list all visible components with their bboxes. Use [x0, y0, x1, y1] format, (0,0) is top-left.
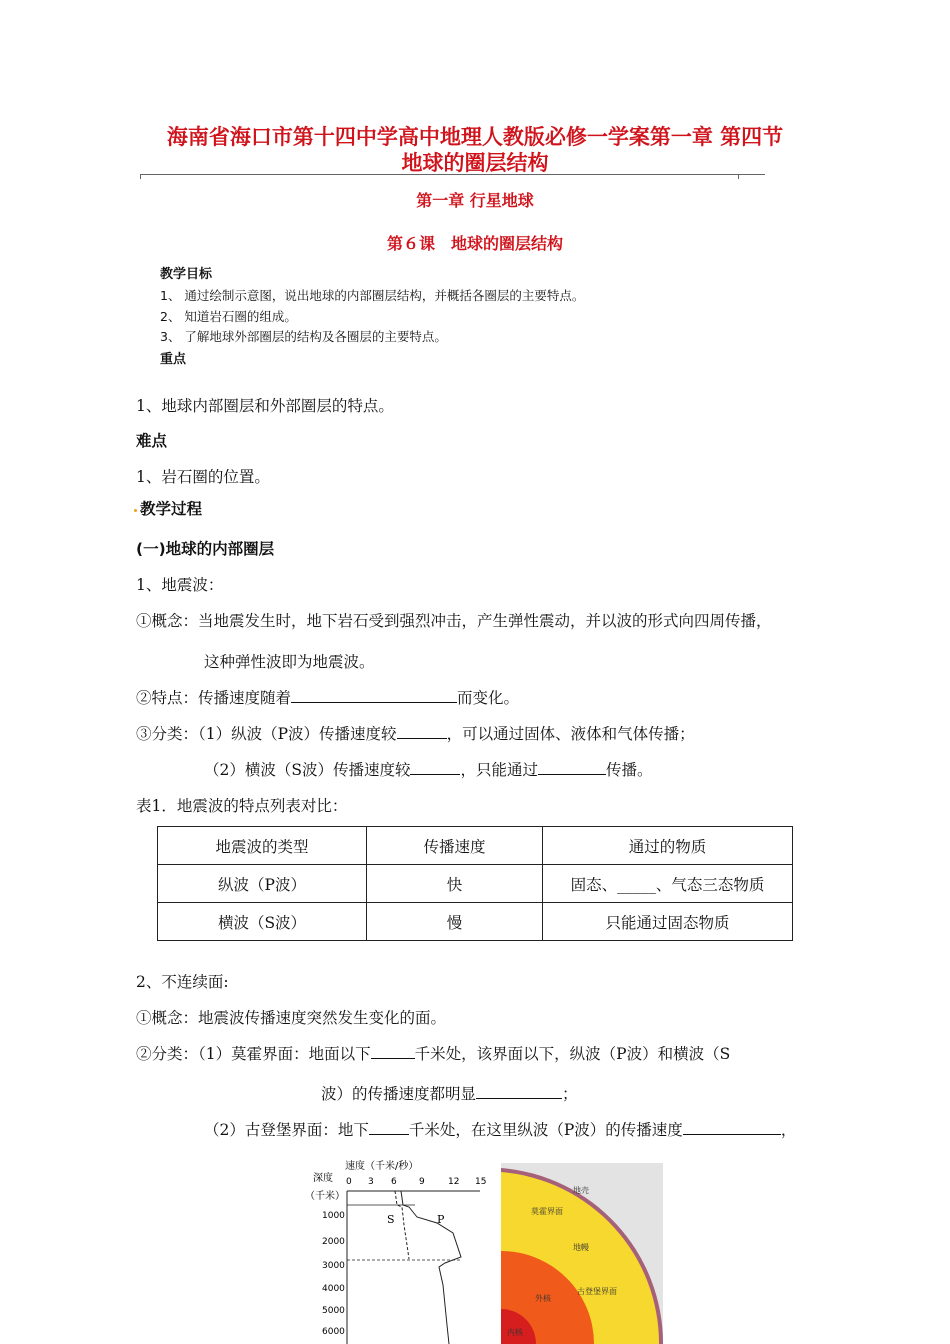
- p-wave-label: P: [437, 1213, 445, 1226]
- discontinuity-concept: [136, 1006, 446, 1028]
- lesson-heading: 第６课 地球的圈层结构: [386, 234, 563, 253]
- earth-cross-section: [501, 1163, 663, 1344]
- moho-depth-blank[interactable]: [371, 1044, 415, 1059]
- table-cell: 只能通过固态物质: [543, 903, 793, 941]
- seismic-feature: [136, 686, 519, 708]
- table-cell: 横波（S波）: [158, 903, 367, 941]
- document-title-line1: 海南省海口市第十四中学高中地理人教版必修一学案第一章 第四节: [166, 125, 784, 149]
- difficulty-heading: 难点: [136, 432, 168, 450]
- x-tick: 3: [368, 1177, 374, 1187]
- x-tick: 6: [391, 1177, 397, 1187]
- mantle-label: 地幔: [573, 1243, 589, 1252]
- moho-speed-blank[interactable]: [476, 1084, 562, 1099]
- discontinuity-moho-cont: [321, 1082, 578, 1104]
- gutenberg-pre: （2）古登堡界面：地下: [204, 1121, 369, 1139]
- seismic-class-label: ③分类：: [136, 725, 199, 743]
- table-header-cell: 通过的物质: [543, 827, 793, 865]
- table-header-cell: 地震波的类型: [158, 827, 367, 865]
- table-cell: 固态、_____、气态三态物质: [543, 865, 793, 903]
- discontinuity-concept-label: ①概念：: [136, 1009, 199, 1027]
- seismic-velocity-chart: [305, 1155, 495, 1344]
- x-tick: 0: [346, 1177, 352, 1187]
- gutenberg-mid: 千米处，在这里纵波（P波）的传播速度: [408, 1121, 683, 1139]
- p-wave-speed-blank[interactable]: [397, 724, 447, 739]
- moho-pre: （1）莫霍界面：地面以下: [198, 1045, 371, 1063]
- discontinuity-class-label: ②分类：: [136, 1045, 199, 1063]
- table-row: [158, 865, 793, 903]
- speed-axis-label: 速度（千米/秒）: [345, 1161, 419, 1172]
- table-header-cell: 传播速度: [367, 827, 543, 865]
- moho-label: 莫霍界面: [531, 1207, 563, 1216]
- y-tick: 1000: [322, 1211, 345, 1221]
- discontinuity-gutenberg: [204, 1118, 796, 1140]
- goal-item-2: 2、 知道岩石圈的组成。: [160, 309, 297, 324]
- moho-cont-post: ；: [562, 1085, 578, 1103]
- focus-heading: 重点: [160, 352, 187, 367]
- x-tick: 12: [448, 1177, 460, 1187]
- seismic-concept: [136, 609, 772, 631]
- table-cell: 快: [367, 865, 543, 903]
- gutenberg-post: ，: [780, 1121, 797, 1139]
- table-cell: 纵波（P波）: [158, 865, 367, 903]
- s-wave-medium-blank[interactable]: [538, 760, 606, 775]
- seismic-class2-pre: （2）横波（S波）传播速度较: [204, 761, 411, 779]
- seismic-heading: 1、地震波：: [136, 576, 224, 594]
- feature-blank[interactable]: [291, 688, 457, 703]
- crust-label: 地壳: [573, 1186, 589, 1195]
- section1-heading: (一)地球的内部圈层: [136, 540, 275, 558]
- header-rule: [140, 174, 765, 175]
- document-title-line2: 地球的圈层结构: [401, 151, 549, 175]
- moho-cont-pre: 波）的传播速度都明显: [321, 1085, 477, 1103]
- mark-dot: [134, 509, 137, 512]
- table-row: [158, 903, 793, 941]
- seismic-class2-post: 传播。: [606, 761, 653, 779]
- y-tick: 3000: [322, 1261, 345, 1271]
- seismic-class1-post: ，可以通过固体、液体和气体传播；: [446, 725, 695, 743]
- focus-item: 1、地球内部圈层和外部圈层的特点。: [136, 397, 394, 415]
- depth-label-2: （千米）: [305, 1191, 345, 1202]
- s-wave-label: S: [387, 1213, 395, 1226]
- table-cell: 慢: [367, 903, 543, 941]
- y-tick: 2000: [322, 1237, 345, 1247]
- y-tick: 4000: [322, 1284, 345, 1294]
- y-tick: 5000: [322, 1306, 345, 1316]
- goal-item-1: 1、 通过绘制示意图，说出地球的内部圈层结构，并概括各圈层的主要特点。: [160, 288, 585, 303]
- depth-label-1: 深度: [313, 1173, 333, 1184]
- seismic-feature-label: ②特点：: [136, 689, 199, 707]
- seismic-concept-cont: 这种弹性波即为地震波。: [204, 653, 375, 671]
- chapter-heading: 第一章 行星地球: [416, 191, 534, 210]
- gutenberg-label: 古登堡界面: [577, 1287, 617, 1296]
- difficulty-item: 1、岩石圈的位置。: [136, 468, 270, 486]
- header-rule-tick-left: [140, 174, 147, 179]
- seismic-feature-post: 而变化。: [457, 689, 520, 707]
- gutenberg-depth-blank[interactable]: [369, 1120, 409, 1135]
- seismic-class1-pre: （1）纵波（P波）传播速度较: [198, 725, 397, 743]
- discontinuity-concept-text: 地震波传播速度突然发生变化的面。: [198, 1009, 447, 1027]
- table-header-row: [158, 827, 793, 865]
- discontinuity-heading: 2、不连续面:: [136, 973, 229, 991]
- outer-core-label: 外核: [535, 1294, 551, 1303]
- y-tick: 6000: [322, 1327, 345, 1337]
- table-caption: 表1．地震波的特点列表对比：: [136, 797, 348, 815]
- inner-core-label: 内核: [507, 1328, 523, 1337]
- seismic-concept-label: ①概念：: [136, 612, 199, 630]
- process-heading: 教学过程: [140, 500, 203, 518]
- seismic-class2-mid: ，只能通过: [460, 761, 538, 779]
- seismic-class-1: [136, 722, 695, 744]
- seismic-wave-table: [157, 826, 793, 941]
- header-rule-tick-right: [738, 174, 745, 179]
- seismic-concept-text: 当地震发生时，地下岩石受到强烈冲击，产生弹性震动，并以波的形式向四周传播，: [198, 612, 772, 630]
- moho-mid: 千米处，该界面以下，纵波（P波）和横波（S: [414, 1045, 731, 1063]
- s-wave-speed-blank[interactable]: [410, 760, 460, 775]
- discontinuity-moho: [136, 1042, 730, 1064]
- goal-item-3: 3、 了解地球外部圈层的结构及各圈层的主要特点。: [160, 329, 447, 344]
- goals-heading: 教学目标: [160, 267, 213, 282]
- p-wave-curve: [401, 1191, 461, 1344]
- gutenberg-speed-blank[interactable]: [683, 1120, 781, 1135]
- seismic-feature-pre: 传播速度随着: [198, 689, 292, 707]
- x-tick: 9: [419, 1177, 425, 1187]
- seismic-class-2: [204, 758, 653, 780]
- x-tick: 15: [475, 1177, 487, 1187]
